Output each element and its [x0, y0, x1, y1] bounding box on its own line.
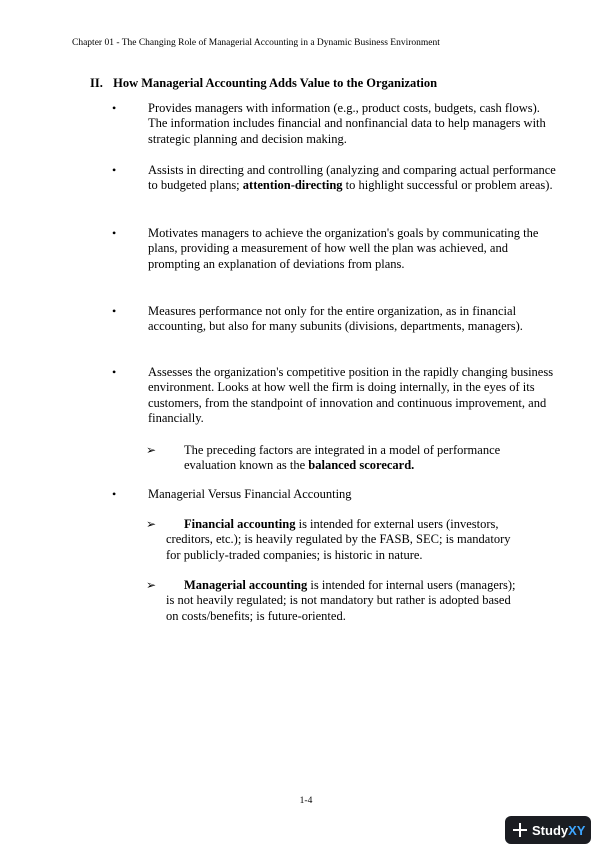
- arrow-bullet-icon: ➢: [146, 517, 157, 531]
- section-number: II.: [90, 76, 103, 90]
- bullet-icon: •: [112, 487, 117, 501]
- bullet-text: Motivates managers to achieve the organization's goals by communicating the plans, providing a measurement of how well the plan was achieved, and prompting an explanation of deviations from plans.: [148, 226, 539, 271]
- bullet-icon: •: [112, 163, 117, 177]
- bullet-text-pre: Assists in directing and controlling (analyzing and comparing actual performance to budgeted plans;: [148, 163, 556, 193]
- brand-accent: XY: [568, 822, 586, 838]
- section-title-text: How Managerial Accounting Adds Value to the Organization: [113, 76, 438, 90]
- bullet-text: Measures performance not only for the entire organization, as in financial accounting, but also for many subunits (divisions, departments, managers).: [148, 304, 523, 334]
- bullet-text: Provides managers with information (e.g., product costs, budgets, cash flows). The information includes financial and nonfinancial data to help managers with strategic planning and decision making.: [148, 101, 546, 146]
- bullet-icon: •: [112, 304, 117, 318]
- subpoint-text-bold: Managerial accounting: [184, 578, 308, 592]
- page-header: Chapter 01 - The Changing Role of Managerial Accounting in a Dynamic Business Environment: [72, 38, 440, 48]
- brand-name: [532, 823, 585, 838]
- plus-icon: [513, 823, 527, 837]
- subpoint-balanced-scorecard: [146, 443, 526, 474]
- bullet-text-bold: attention-directing: [242, 178, 343, 193]
- subpoint-text-bold: Financial accounting: [184, 517, 296, 531]
- subpoint-managerial-accounting: [146, 578, 526, 624]
- studyxy-watermark: [505, 816, 591, 844]
- page-number: 1-4: [299, 796, 313, 806]
- subpoint-text: [184, 443, 526, 474]
- arrow-bullet-icon: ➢: [146, 443, 157, 457]
- section-title: [90, 76, 437, 91]
- arrow-bullet-icon: ➢: [146, 578, 157, 592]
- bullet-icon: •: [112, 101, 117, 115]
- brand-main: Study: [532, 822, 569, 838]
- bullet-text: [148, 163, 562, 194]
- bullet-item-5: [112, 365, 562, 427]
- subpoint-text-post: is intended for internal users (managers); is not heavily regulated; is not mandatory but rather is adopted based on costs/benefits; is future-oriented.: [166, 578, 516, 623]
- bullet-item-1: [112, 101, 562, 147]
- bullet-text-post: to highlight successful or problem areas).: [342, 178, 553, 193]
- bullet-text: Managerial Versus Financial Accounting: [148, 487, 352, 501]
- subpoint-text-post: is intended for external users (investors, creditors, etc.); is heavily regulated by the FASB, SEC; is mandatory for publicly-traded companies; is historic in nature.: [166, 517, 511, 562]
- bullet-item-2: [112, 163, 562, 194]
- subpoint-text: [166, 517, 526, 563]
- bullet-item-3: [112, 226, 562, 272]
- subpoint-text-bold: balanced scorecard.: [308, 458, 415, 473]
- subpoint-text: [166, 578, 526, 624]
- bullet-icon: •: [112, 226, 117, 240]
- bullet-icon: •: [112, 365, 117, 379]
- subpoint-text-pre: The preceding factors are integrated in a model of performance evaluation known as the: [184, 443, 501, 473]
- bullet-item-4: [112, 304, 562, 335]
- bullet-item-6: [112, 487, 562, 502]
- subpoint-financial-accounting: [146, 517, 526, 563]
- bullet-text: Assesses the organization's competitive position in the rapidly changing business environment. Looks at how well the firm is doing internally, in the eyes of its customers, from the standpoint of innovation and continuous improvement, and financially.: [148, 365, 554, 426]
